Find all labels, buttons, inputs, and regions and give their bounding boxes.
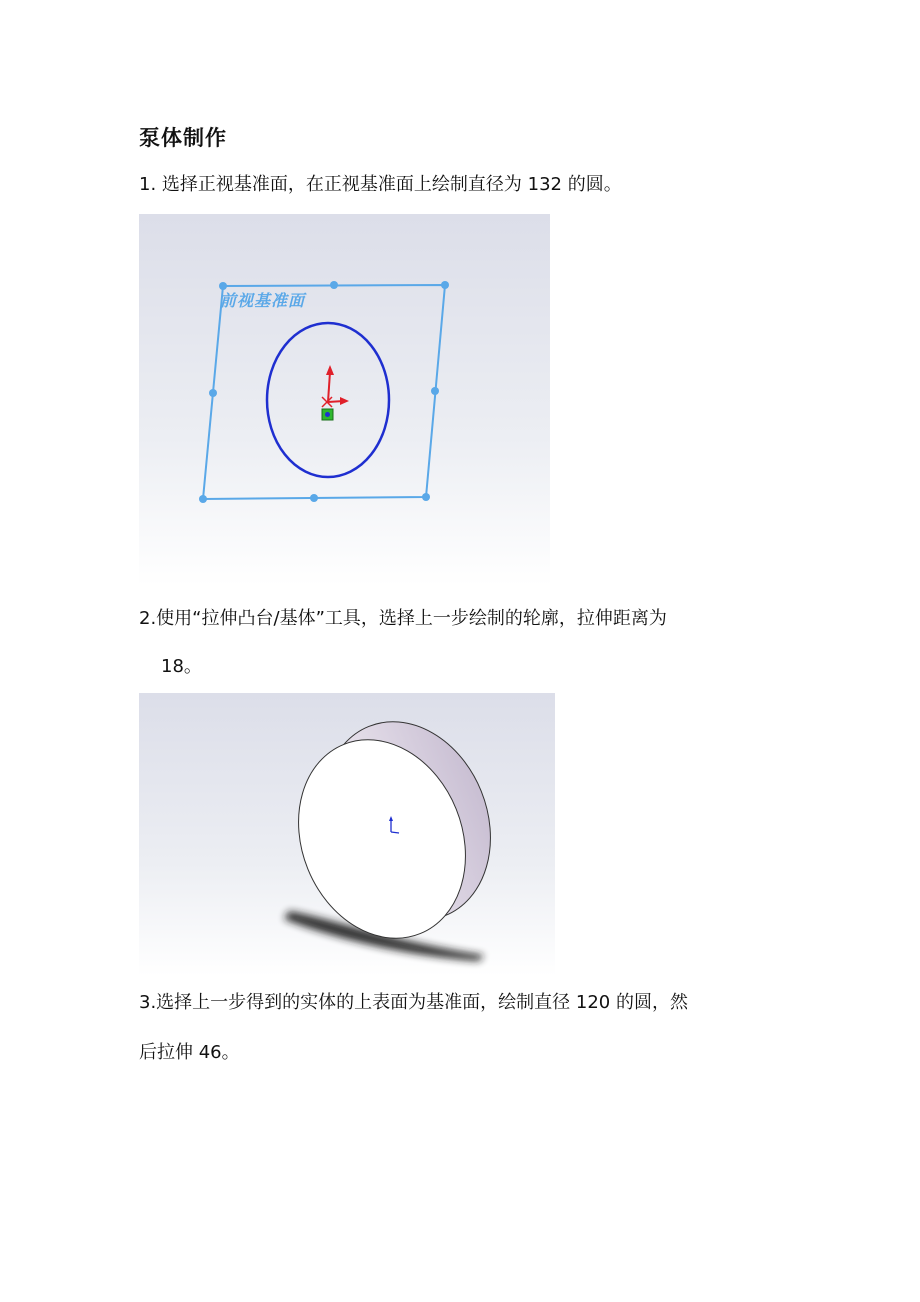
step-1-text: 1. 选择正视基准面，在正视基准面上绘制直径为 132 的圆。: [139, 174, 622, 195]
extruded-disc-figure: [139, 693, 555, 976]
step-2-text-continued: 18。: [161, 656, 202, 677]
step-3-text: 3.选择上一步得到的实体的上表面为基准面，绘制直径 120 的圆，然: [139, 992, 688, 1013]
page-title: 泵体制作: [139, 126, 227, 150]
step-2-text: 2.使用“拉伸凸台/基体”工具，选择上一步绘制的轮廓，拉伸距离为: [139, 608, 667, 629]
step-3-text-continued: 后拉伸 46。: [139, 1042, 240, 1063]
sketch-figure: [139, 214, 550, 586]
plane-label: 前视基准面: [220, 291, 306, 310]
